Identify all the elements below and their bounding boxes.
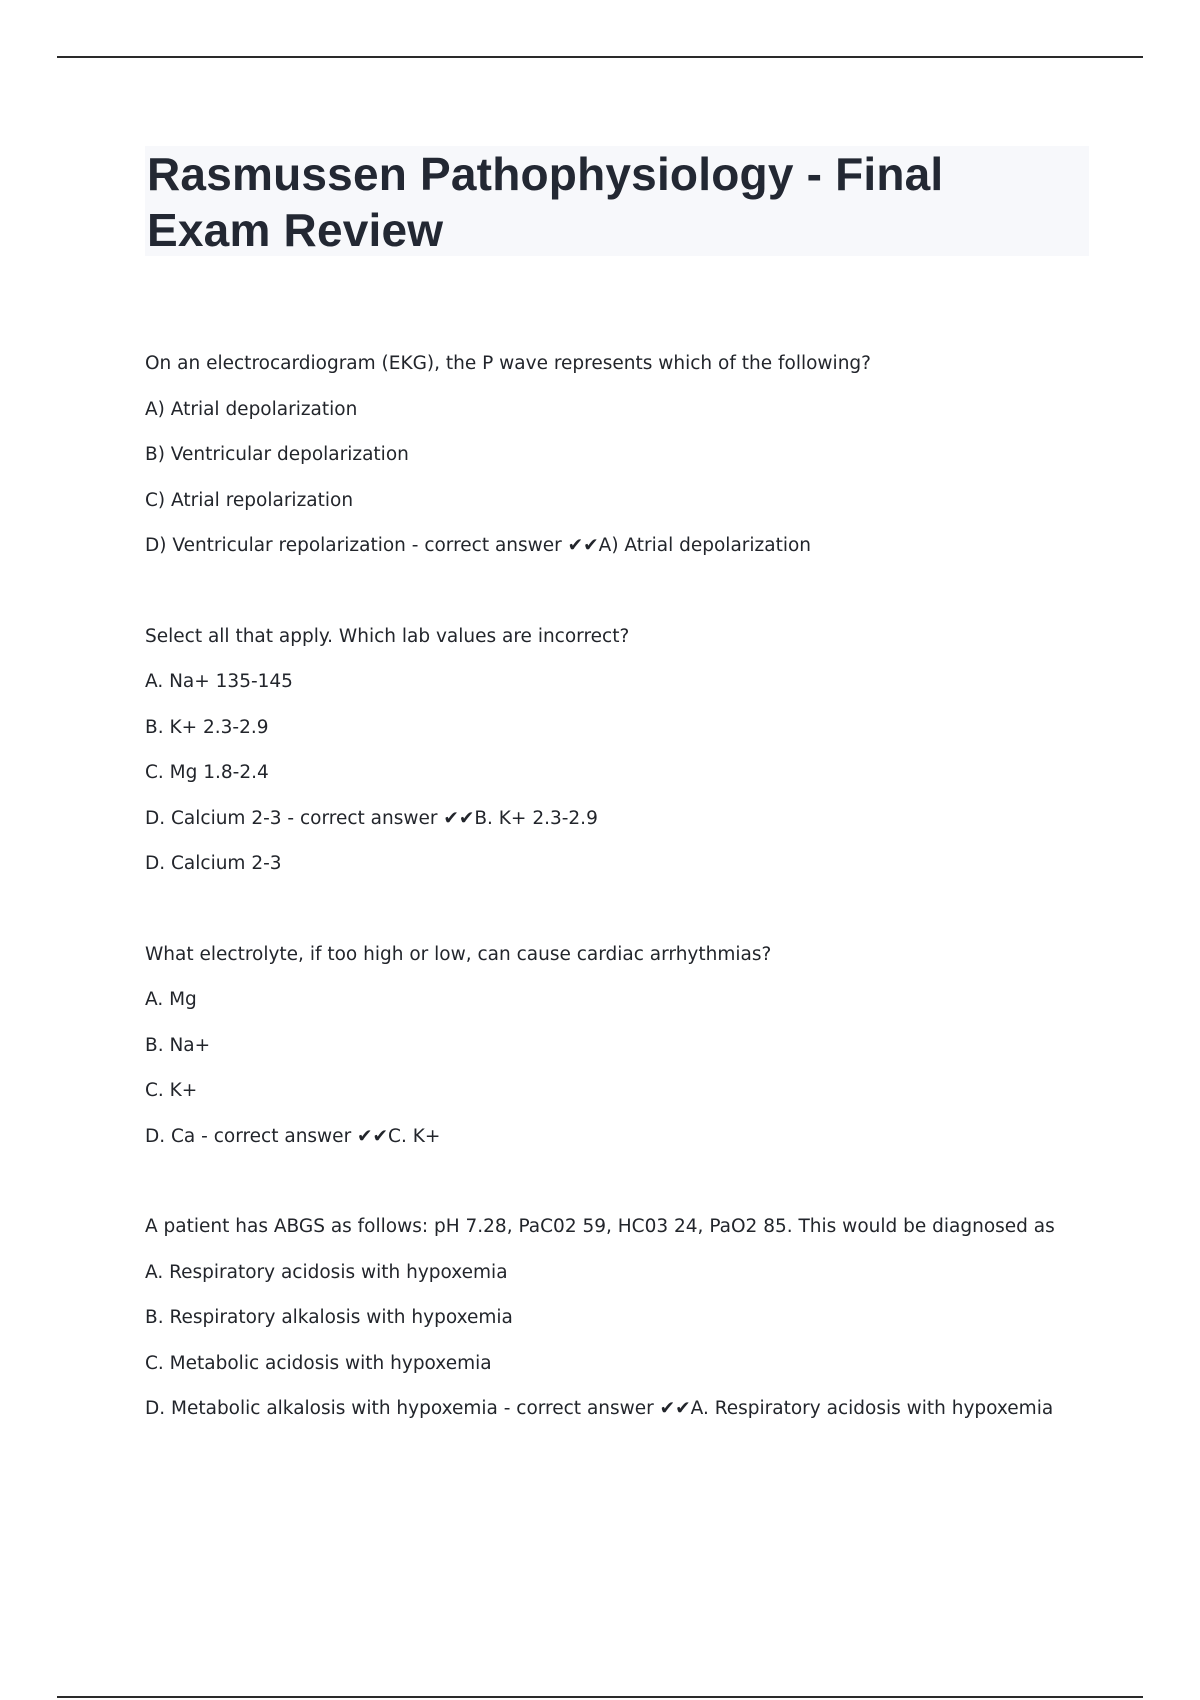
question-text: What electrolyte, if too high or low, can cause cardiac arrhythmias? xyxy=(145,943,772,965)
answer-option-with-correct-answer: D. Calcium 2-3 - correct answer ✔✔B. K+ 2.3-2.9 xyxy=(145,807,598,829)
answer-option: A. Na+ 135-145 xyxy=(145,671,293,692)
question-block-1 xyxy=(145,341,1105,569)
question-block-2 xyxy=(145,614,1105,887)
document-title-line-2: Exam Review xyxy=(147,204,444,256)
answer-option: A. Respiratory acidosis with hypoxemia xyxy=(145,1261,508,1283)
document-title-line-1: Rasmussen Pathophysiology - Final xyxy=(147,148,944,200)
answer-option-with-correct-answer: D. Metabolic alkalosis with hypoxemia - correct answer ✔✔A. Respiratory acidosis with hypoxemia xyxy=(145,1398,1054,1419)
answer-option-with-correct-answer: D) Ventricular repolarization - correct answer ✔✔A) Atrial depolarization xyxy=(145,535,812,556)
document-title xyxy=(145,146,1089,258)
question-text: On an electrocardiogram (EKG), the P wave represents which of the following? xyxy=(145,353,871,374)
answer-option: A) Atrial depolarization xyxy=(145,398,358,420)
answer-option: B. Na+ xyxy=(145,1034,211,1056)
question-text: Select all that apply. Which lab values are incorrect? xyxy=(145,625,630,647)
question-text: A patient has ABGS as follows: pH 7.28, PaC02 59, HC03 24, PaO2 85. This would be diagnosed as xyxy=(145,1216,1055,1237)
answer-option: D. Calcium 2-3 xyxy=(145,853,282,874)
answer-option: C) Atrial repolarization xyxy=(145,489,354,511)
question-block-3 xyxy=(145,932,1105,1160)
answer-option: B) Ventricular depolarization xyxy=(145,444,409,465)
answer-option: C. K+ xyxy=(145,1080,198,1101)
answer-option: B. K+ 2.3-2.9 xyxy=(145,716,269,738)
answer-option: C. Metabolic acidosis with hypoxemia xyxy=(145,1352,492,1374)
title-block xyxy=(145,146,1089,256)
question-block-4 xyxy=(145,1204,1105,1432)
answer-option: B. Respiratory alkalosis with hypoxemia xyxy=(145,1307,513,1328)
answer-option: C. Mg 1.8-2.4 xyxy=(145,762,269,783)
footer-rule xyxy=(57,1696,1143,1698)
answer-option: A. Mg xyxy=(145,989,197,1010)
answer-option-with-correct-answer: D. Ca - correct answer ✔✔C. K+ xyxy=(145,1125,441,1147)
document-content xyxy=(145,341,1105,1477)
header-rule xyxy=(57,56,1143,58)
